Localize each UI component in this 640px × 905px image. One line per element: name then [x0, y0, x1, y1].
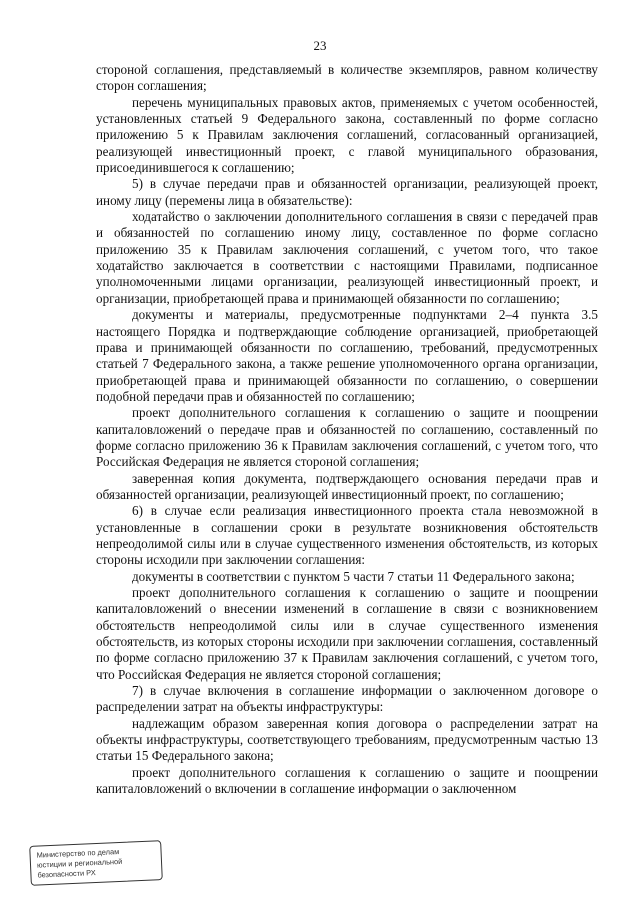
- stamp-line-1: Министерство по делам: [36, 846, 120, 860]
- paragraph-10: проект дополнительного соглашения к соглашению о защите и поощрении капиталовложений о внесении изменений в соглашение в связи с возникновением обстоятельств непреодолимой силы или в случае существенного изменения обстоятельств, из которых стороны исходили при заключении соглашения, составленный по форме согласно приложению 37 к Правилам заключения соглашений, с учетом того, что Российская Федерация не является стороной соглашения;: [96, 585, 598, 682]
- paragraph-3: 5) в случае передачи прав и обязанностей организации, реализующей проект, иному лицу (перемены лица в обязательстве):: [96, 176, 598, 208]
- paragraph-13: проект дополнительного соглашения к соглашению о защите и поощрении капиталовложений о включении в соглашение информации о заключенном: [96, 764, 598, 797]
- paragraph-8: 6) в случае если реализация инвестиционного проекта стала невозможной в установленные в соглашении сроки в результате возникновения обстоятельств непреодолимой силы или в случае существенного изменения обстоятельств, из которых стороны исходили при заключении соглашения:: [96, 503, 598, 568]
- paragraph-1: стороной соглашения, представляемый в количестве экземпляров, равном количеству сторон соглашения;: [96, 62, 598, 94]
- paragraph-6: проект дополнительного соглашения к соглашению о защите и поощрении капиталовложений о передаче прав и обязанностей по соглашению, составленный по форме согласно приложению 36 к Правилам заключения соглашений, с учетом того, что Российская Федерация не является стороной соглашения;: [96, 405, 598, 470]
- paragraph-11: 7) в случае включения в соглашение информации о заключенном договоре о распределении затрат на объекты инфраструктуры:: [96, 683, 598, 715]
- page-number: 23: [313, 38, 327, 53]
- paragraph-4: ходатайство о заключении дополнительного соглашения в связи с передачей прав и обязанностей по соглашению иному лицу, составленное по форме согласно приложению 35 к Правилам заключения соглашений, с учетом того, что такое ходатайство заключается в соответствии с настоящими Правилами, подписанное уполномоченными лицами организации, реализующей инвестиционный проект, и организации, приобретающей права и принимающей обязанности по соглашению;: [96, 209, 598, 306]
- paragraph-7: заверенная копия документа, подтверждающего основания передачи прав и обязанностей организации, реализующей инвестиционный проект, по соглашению;: [96, 470, 598, 502]
- stamp-line-3: безопасности РХ: [37, 868, 96, 880]
- paragraph-12: надлежащим образом заверенная копия договора о распределении затрат на объекты инфраструктуры, соответствующего требованиям, предусмотренным частью 13 статьи 15 Федерального закона;: [96, 715, 598, 764]
- paragraph-5: документы и материалы, предусмотренные подпунктами 2–4 пункта 3.5 настоящего Порядка и подтверждающие соблюдение организацией, приобретающей права и принимающей обязанности по соглашению, требований, предусмотренных статьей 7 Федерального закона, а также решение уполномоченного органа организации, приобретающей права и принимающей обязанности по соглашению, о совершении подобной передачи прав и обязанностей по соглашению;: [96, 307, 598, 404]
- paragraph-2: перечень муниципальных правовых актов, применяемых с учетом особенностей, установленных статьей 9 Федерального закона, составленный по форме согласно приложению 5 к Правилам заключения соглашений, согласованный организацией, реализующей инвестиционный проект, с главой муниципального образования, присоединившегося к соглашению;: [96, 94, 598, 176]
- paragraph-9: документы в соответствии с пунктом 5 части 7 статьи 11 Федерального закона;: [132, 568, 575, 584]
- ministry-stamp: [29, 840, 163, 886]
- document-body: [96, 62, 598, 797]
- stamp-line-2: юстиции и региональной: [36, 856, 123, 870]
